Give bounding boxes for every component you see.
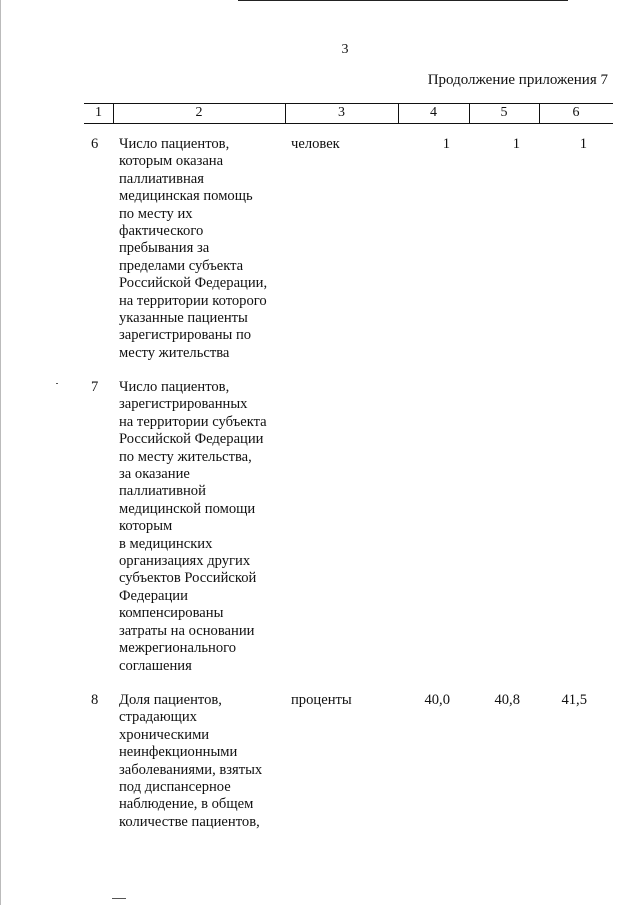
row-description-line: медицинской помощи [119,500,256,517]
row-unit: человек [291,136,340,152]
row-value-col4: 1 [442,136,450,152]
scan-speck [56,383,58,384]
row-description-line: которым оказана [119,153,224,170]
row-value-col4: 40,0 [424,692,450,708]
row-description-line: Доля пациентов, [119,692,222,708]
row-number: 7 [91,379,99,395]
row-description-line: хроническими [119,726,210,743]
row-description-line: которым [119,518,173,535]
row-description-line: субъектов Российской [119,570,257,587]
page-number: 3 [341,42,349,57]
row-description-line: фактического [119,223,204,240]
row-value-col5: 1 [512,136,520,152]
row-description-line: месту жительства [119,344,230,361]
header-col-5: 5 [500,105,508,120]
row-description-line: Число пациентов, [119,136,230,152]
row-description-line: Число пациентов, [119,379,230,395]
header-col-1: 1 [95,105,102,120]
appendix-continuation-label: Продолжение приложения 7 [427,72,608,88]
row-description [119,136,284,362]
row-description-line: Российской Федерации [119,431,264,448]
row-description-line: на территории субъекта [119,413,267,430]
row-description-line: паллиативной [119,483,206,500]
header-col-2: 2 [195,105,203,120]
scan-artifact-top [238,0,568,1]
row-description-line: компенсированы [119,605,224,622]
row-description-line: по месту их [119,205,193,222]
row-description-line: Федерации [119,587,188,604]
row-description-line: зарегистрированы по [119,327,252,344]
row-value-col5: 40,8 [494,692,520,708]
row-description-line: Российской Федерации, [119,275,268,292]
header-col-6: 6 [572,105,580,120]
row-description-line: за оказание [119,466,190,483]
row-description [119,379,284,675]
row-description-line: пребывания за [119,240,210,257]
scan-artifact-left-edge [0,0,1,905]
row-unit: проценты [291,692,352,708]
row-description-line: заболеваниями, взятых [119,761,263,778]
row-description-line: указанные пациенты [119,310,248,327]
table-header-row [84,103,613,124]
row-description-line: количестве пациентов, [119,813,260,830]
row-description-line: межрегионального [119,640,237,657]
row-number: 8 [91,692,99,708]
row-description-line: медицинская помощь [119,188,253,205]
row-value-col6: 1 [579,136,587,152]
row-description-line: организациях других [119,553,251,570]
row-description-line: неинфекционными [119,744,238,761]
row-description-line: пределами субъекта [119,257,244,274]
row-description-line: зарегистрированных [119,396,248,413]
row-description-line: под диспансерное [119,779,231,796]
row-description-line: соглашения [119,657,192,674]
row-number: 6 [91,136,99,152]
row-description-line: по месту жительства, [119,448,252,465]
row-description-line: наблюдение, в общем [119,796,254,813]
row-description [119,692,284,831]
row-description-line: на территории которого [119,292,267,309]
row-description-line: паллиативная [119,170,204,187]
header-col-3: 3 [338,105,345,120]
row-description-line: затраты на основании [119,622,255,639]
row-value-col6: 41,5 [561,692,587,708]
row-description-line: страдающих [119,709,197,726]
row-description-line: в медицинских [119,535,213,552]
header-col-4: 4 [430,105,437,120]
scan-speck [112,898,126,899]
